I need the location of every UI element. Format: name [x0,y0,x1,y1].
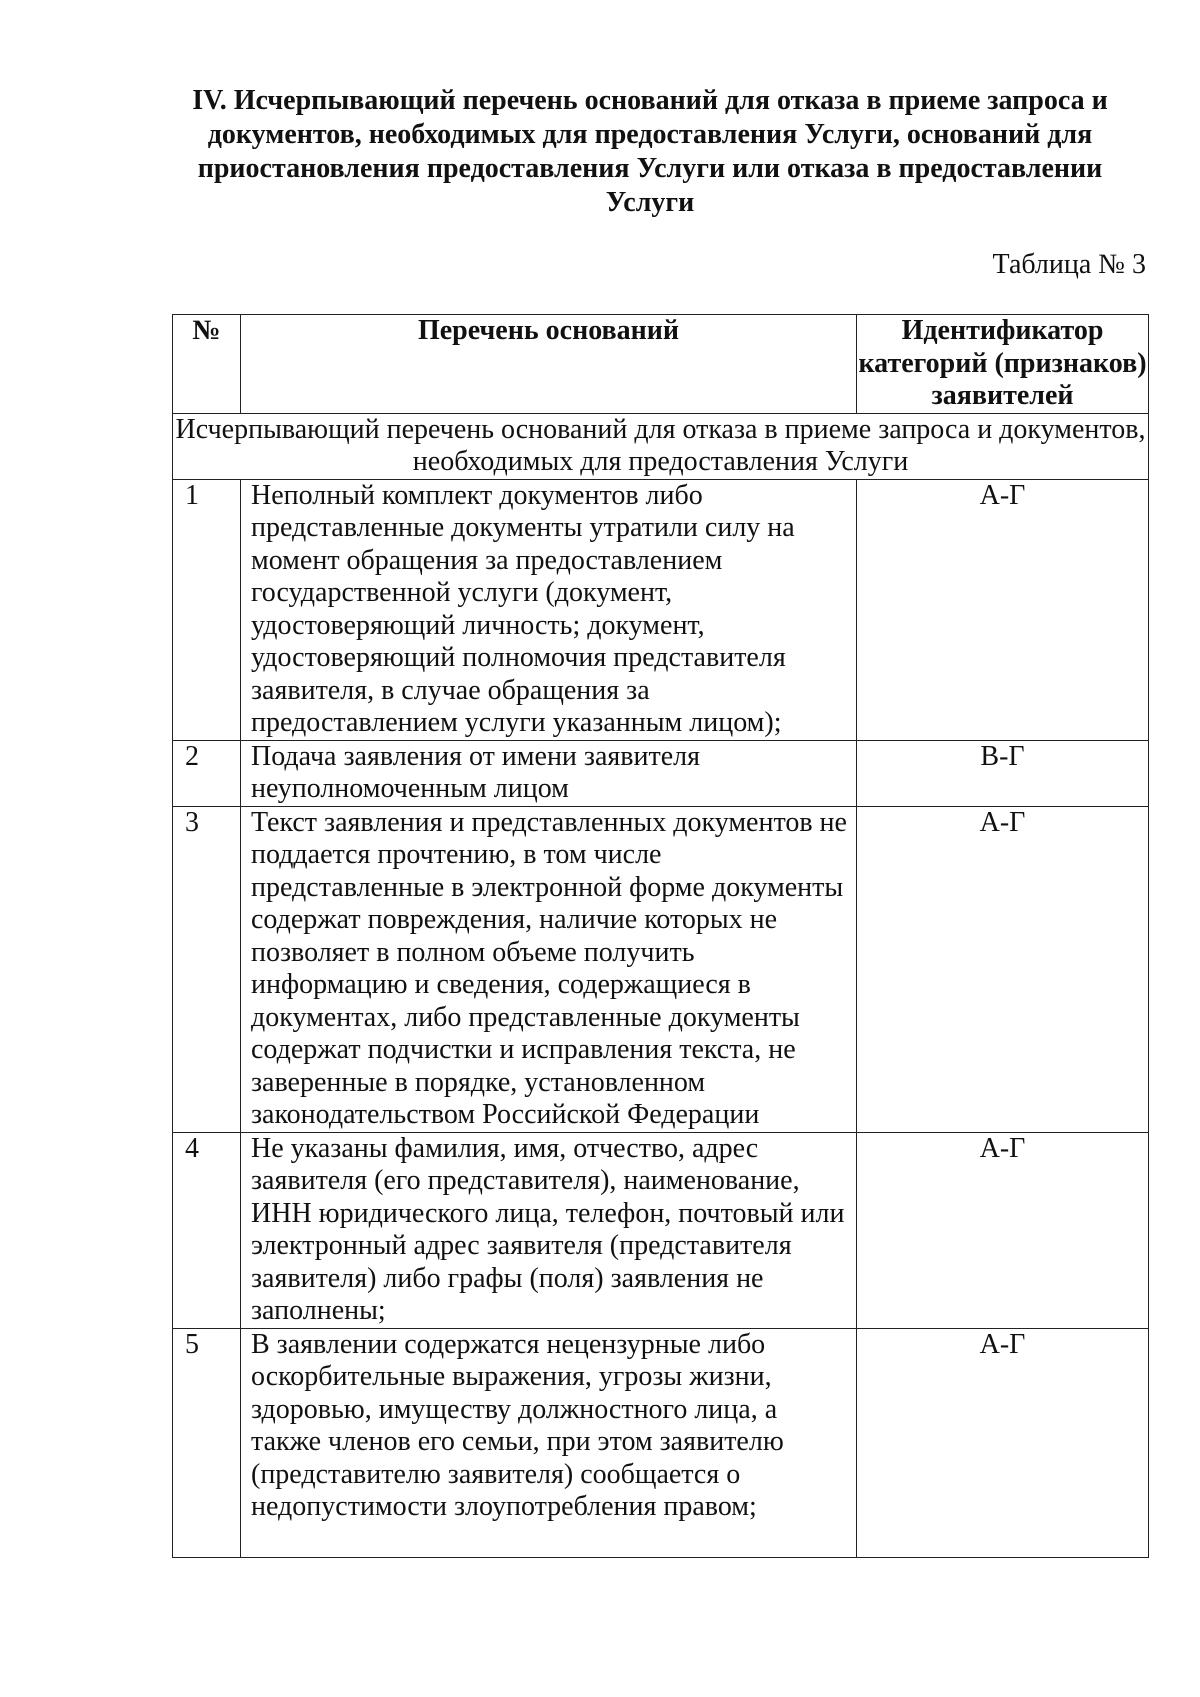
table-header-row [173,315,1149,414]
row-reason-text: Не указаны фамилия, имя, отчество, адрес заявителя (его представителя), наименование, ИНН юридического лица, телефон, почтовый или электронный адрес заявителя (представителя заявителя) либо графы (поля) заявления не заполнены; [241,1132,857,1328]
row-reason-text: В заявлении содержатся нецензурные либо оскорбительные выражения, угрозы жизни, здоровью, имуществу должностного лица, а также членов его семьи, при этом заявителю (представителю заявителя) сообщается о недопустимости злоупотребления правом; [241,1328,857,1557]
table-row [173,479,1149,740]
header-identifier: Идентификатор категорий (признаков) заявителей [858,315,1147,411]
row-reason-text: Текст заявления и представленных документов не поддается прочтению, в том числе представленные в электронной форме документы содержат повреждения, наличие которых не позволяет в полном объеме получить информацию и сведения, содержащиеся в документах, либо представленные документы содержат подчистки и исправления текста, не заверенные в порядке, установленном законодательством Российской Федерации [241,806,857,1132]
table-row [173,1328,1149,1557]
table-caption: Таблица № 3 [992,249,1146,280]
row-identifier: А-Г [857,1132,1149,1328]
grounds-table [172,314,1149,1558]
table-row [173,806,1149,1132]
table-subheader-row [173,413,1149,479]
row-identifier: А-Г [857,479,1149,740]
row-identifier: А-Г [857,806,1149,1132]
table-subheader: Исчерпывающий перечень оснований для отказа в приеме запроса и документов, необходимых для предоставления Услуги [173,413,1149,479]
section-heading: IV. Исчерпывающий перечень оснований для отказа в приеме запроса и документов, необходимых для предоставления Услуги, оснований для приостановления предоставления Услуги или отказа в предоставлении Услуги [192,85,1108,218]
row-number: 1 [173,479,241,740]
row-number: 4 [173,1132,241,1328]
row-number: 2 [173,740,241,806]
header-reasons: Перечень оснований [241,315,857,414]
row-reason-text: Подача заявления от имени заявителя неуполномоченным лицом [241,740,857,806]
header-num: № [173,315,241,414]
row-reason-text: Неполный комплект документов либо представленные документы утратили силу на момент обращения за предоставлением государственной услуги (документ, удостоверяющий личность; документ, удостоверяющий полномочия представителя заявителя, в случае обращения за предоставлением услуги указанным лицом); [241,479,857,740]
table-row [173,1132,1149,1328]
table-row [173,740,1149,806]
row-number: 3 [173,806,241,1132]
row-identifier: В-Г [857,740,1149,806]
row-number: 5 [173,1328,241,1557]
row-identifier: А-Г [857,1328,1149,1557]
